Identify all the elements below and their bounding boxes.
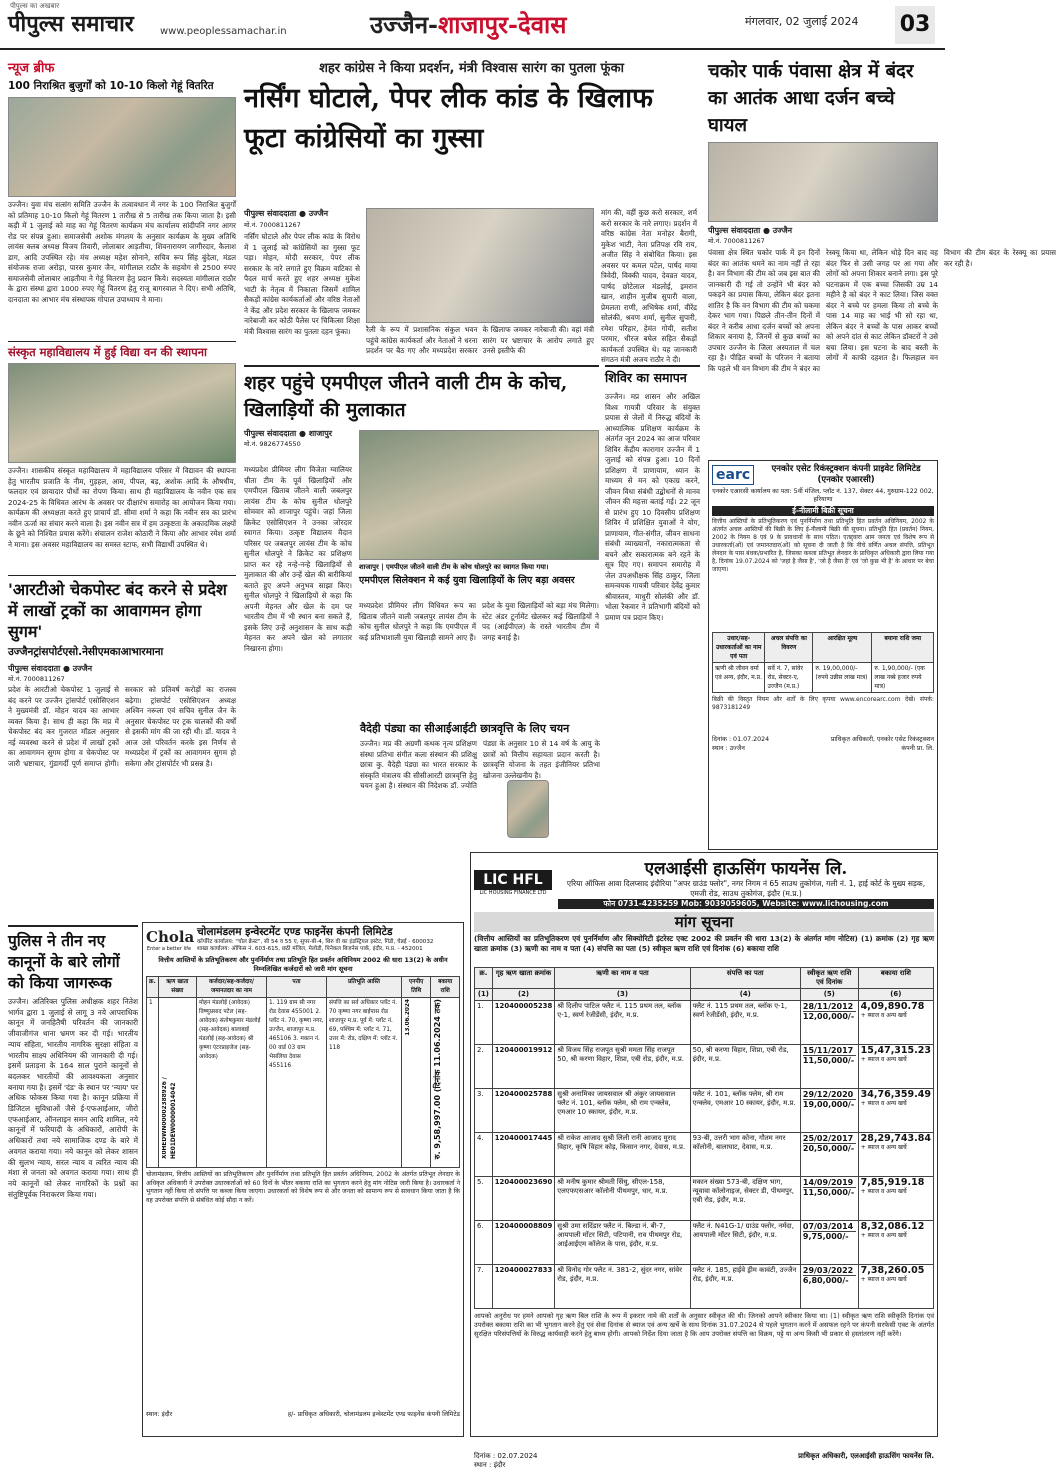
divider xyxy=(244,365,599,367)
lichfl-logo-block xyxy=(474,870,552,896)
lichfl-outstanding xyxy=(858,1045,933,1089)
lichfl-account-number: 120400025788 xyxy=(492,1089,555,1133)
chola-signature-row xyxy=(146,1409,460,1418)
chola-asset: संपत्ति का सर्व अधिकार प्लॉट नं. 70 कृष्णा नगर बाईपास रोड शाजापुर म.प्र. पूर्व में: प्लॉट नं. 69, पश्चिम में: प्लॉट नं. 71, उत्तर में: रोड, दक्षिण में: प्लॉट नं. 118 xyxy=(326,998,401,1168)
lichfl-intro: (वित्तीय आस्तियों का प्रतिभूतिकरण एवं पुनर्निर्माण और सिक्योरिटी इंटरेस्ट एक्ट 2002 की प्रवर्तन की धारा 13(2) के अंतर्गत मांग नोटिस) (1) क्रमांक (2) गृह ऋण खाता क्रमांक (3) ऋणी का नाम व पता (4) संपत्ति का पता (5) स्वीकृत ऋण राशि एवं दिनांक (6) बकाया राशि xyxy=(474,934,934,953)
lichfl-sanction xyxy=(800,1265,858,1309)
lichfl-date: दिनांक : 02.07.2024 xyxy=(474,1452,538,1460)
chola-logo-block xyxy=(146,927,195,952)
monkey-mobile: मो.नं. 7000811267 xyxy=(708,237,765,245)
lichfl-due-amount: 8,32,086.12 xyxy=(860,1221,925,1232)
lichfl-sanction-amount: 20,50,000/- xyxy=(802,1144,855,1153)
lichfl-account-number: 120400023690 xyxy=(492,1177,555,1221)
congress-mobile: मो.नं. 7000811267 xyxy=(244,221,301,229)
chola-header xyxy=(146,926,460,953)
congress-kicker: शहर कांग्रेस ने किया प्रदर्शन, मंत्री विश्वास सारंग का पुतला फूंका xyxy=(319,61,624,76)
news-brief-section xyxy=(8,58,236,918)
lichfl-row-number: 6. xyxy=(475,1221,493,1265)
lichfl-due-amount: 28,29,743.84 xyxy=(860,1133,931,1144)
chola-notice-table: क्र. ऋण खाता संख्या कर्जदार/सह-कर्जदार/जमानतदार का नाम पता प्रतिभूति आस्ति एनपीए तिथि बकाया राशि 1 X0HEDWN00002388926 / HE01DEW00000014042 मोहन मंडलोई (आवेदक) विष्णुप्रसाद पटेल (सह-आवेदक) संतोषकुमार मंडलोई (सह-आवेदक) बालाबाई मंडलोई (सह-आवेदक) श्री कृष्णा एंटरप्राइजेज (सह-आवेदक) 1. 119 ग्राम सी नगर रोड देवास 455001 2. प्लॉट नं. 70, कृष्णा नगर, उज्जैन, शाजापुर म.प्र. 465106 3. मकान नं. 00 वार्ड 03 ग्राम भेसलिया देवास 455116 संपत्ति का सर्व अधिकार प्लॉट नं. 70 कृष्णा नगर बाईपास रोड शाजापुर म.प्र. पूर्व में: प्लॉट नं. 69, पश्चिम में: प्लॉट नं. 71, उत्तर में: रोड, दक्षिण में: प्लॉट नं. 118 13.06.2024 रु. 9,58,997.00 (दिनांक 11.06.2024 तक) xyxy=(146,976,460,1168)
brief-article-1: उज्जैन। युवा मंच सत्संग समिति उज्जैन के तत्वावधान में नगर के 100 निराश्रित बुजुर्गों को प्रतिमाह 10-10 किलो गेहूं वितरण 1 तारीख से 5 तारीख तक किया जाता है। इसी कड़ी में 1 जुलाई को माह का गेहूं वितरण कार्यक्रम मंच कार्यालय सांदीपनि नगर आगर रोड पर संपन्न हुआ। समाजसेवी अशोक मंगलम के अनुसार कार्यक्रम के मुख्य अतिथि लायंस क्लब अध्यक्ष विजय तिवारी, लोलाबार आड़तीया, शिवनारायण जागीरदार, कैलाश डाग, आदि उपस्थित रहे। मंच अध्यक्ष महेश सोनाने, सचिव रूप सिंह बुंदेला, मंडल संयोजक राजा अरोड़ा, पारस कुमार जैन, मांगीलाल राठौर के सहयोग से 2500 रुपए समाजसेवी लोलाबार आड़तीया ने गेहूं वितरण हेतु प्रदान किये। सदस्यता मांगीलाल राठौर के द्वारा संस्था द्वारा 1000 रुपए गेहूं वितरण हेतु राजू बागरवाल ने दिए। सभी अतिथि, दानदाता का आभार मंच संस्थापक गोपाल उपाध्याय ने माना। xyxy=(8,200,236,304)
lichfl-sanction xyxy=(800,1221,858,1265)
monkey-article: पंवासा क्षेत्र स्थित चकोर पार्क में इन दिनों बंदर का आतंक थमने का नाम नहीं ले रहा है। वन विभाग की टीम को जब इस बात की जानकारी दी गई तो उन्होंने भी बंदर को पकड़ने का प्रयास किया, लेकिन बंदर इतना शातिर है कि वन विभाग की टीम को चकमा देकर भाग गया। पिछले तीन-तीन दिनों में बंदर ने करीब आधा दर्जन बच्चों को अपना शिकार बनाया है, जिनमें से कुछ बच्चों का उपचार उज्जैन के जिला अस्पताल में चल रहा है। पीड़ित बच्चों के परिजन ने बताया कि पहले भी वन विभाग की टीम ने बंदर का रेस्क्यू किया था, लेकिन थोड़े दिन बाद वह बंदर फिर से उसी जगह पर आ गया और लोगों को अपना शिकार बनाने लगा। इस पूरे घटनाक्रम में एक बच्चा जिसकी उम्र 14 महीने है को बंदर ने काट लिया। जिस वक्त बंदर ने बच्चे पर हमला किया तो बच्चे के पास 14 माह का भाई भी सो रहा था, लेकिन बंदर ने बच्चों के पास आकर बच्चों को अपने दांत से काट लेकिन डॉक्टरों ने उसे बचा लिया। इस घटना के बाद बस्ती के लोगों में काफी दहशत है। फिलहाल वन विभाग की टीम बंदर के रेस्क्यू का प्रयास कर रही है। xyxy=(708,248,1056,373)
vaidehi-article: उज्जैन। मप्र की अग्रणी कथक नृत्य प्रशिक्षण संस्था प्रतिभा संगीत कला संस्थान की प्रशिक्षु छात्रा कु. वैदेही पंड्या का भारत सरकार के संस्कृति मंत्रालय की सीसीआरटी छात्रवृत्ति हेतु चयन हुआ है। संस्थान की निदेशक डॉ. ज्योति पंड्या के अनुसार 10 से 14 वर्ष के आयु के छात्रों को वित्तीय सहायता प्रदान करती है। छात्रवृत्ति योजना के तहत इंजीनियर प्रतिभा खोजना उल्लेखनीय है। xyxy=(360,739,600,790)
chola-names: मोहन मंडलोई (आवेदक) विष्णुप्रसाद पटेल (सह-आवेदक) संतोषकुमार मंडलोई (सह-आवेदक) बालाबाई मंडलोई (सह-आवेदक) श्री कृष्णा एंटरप्राइजेज (सह-आवेदक) xyxy=(196,998,266,1168)
earc-signatory: प्राधिकृत अधिकारी, एनकोर एसेट रिकंस्ट्रक्शन कंपनी प्रा. लि. xyxy=(830,736,934,752)
lichfl-property: फ्लैट नं. N41G-1/ ग्राउंड फ्लोर, नर्मदा, आयपाली मोंटर सिटी, इंदौर, म.प्र. xyxy=(690,1221,800,1265)
ipl-story xyxy=(244,365,599,720)
lichfl-borrower: श्री विनोद गोर फ्लैट नं. 381-2, सुंदर नगर, सांवेर रोड, इंदौर, म.प्र. xyxy=(555,1265,690,1309)
lichfl-due-note: + ब्याज व अन्य खर्चे xyxy=(860,1188,907,1195)
lichfl-table xyxy=(474,967,934,1309)
page-number: 03 xyxy=(895,6,935,44)
lichfl-row-number: 3. xyxy=(475,1089,493,1133)
lichfl-signatory: प्राधिकृत अधिकारी, एलआईसी हाऊसिंग फायनेंस लि. xyxy=(798,1452,934,1460)
earc-col-borrower: उधार/सह-उधारकर्ताओं का नाम एवं पता xyxy=(713,633,765,663)
rto-mobile: मो.नं. 7000811267 xyxy=(8,675,65,683)
lichfl-borrower: श्री दिलीप पाटिल फ्लैट नं. 115 प्रथम तल, ब्लॉक ए-1, स्वर्ण रेजीडेंसी, इंदौर, म.प्र. xyxy=(555,1001,690,1045)
earc-col-reserve: आरक्षित मूल्य xyxy=(813,633,872,663)
table-row xyxy=(475,1001,934,1045)
congress-story xyxy=(244,58,699,364)
edition-title xyxy=(370,8,566,41)
lichfl-borrower: श्री राकेश आजाद सुश्री लिली रानी आजाद मुराद विहार, कृषि विहार कोड़, किसान नगर, देवास, म.प्र. xyxy=(555,1133,690,1177)
monkey-story xyxy=(708,58,1056,373)
chola-tagline: Enter a better life xyxy=(146,945,192,952)
table-row xyxy=(475,1045,934,1089)
lichfl-col-number: (6) xyxy=(858,989,933,1001)
lichfl-due-amount: 7,38,260.05 xyxy=(860,1265,925,1276)
lichfl-property: 50, श्री करणा विहार, शिप्रा, एबी रोड, इंदौर, म.प्र. xyxy=(690,1045,800,1089)
lichfl-property: 93-बी, उत्तरी भाग कोना, गौतम नगर कॉलोनी, बालाघाट, देवास, म.प्र. xyxy=(690,1133,800,1177)
lichfl-col-header: ऋणी का नाम व पता xyxy=(555,968,690,989)
chola-signatory: ह/- प्राधिकृत अधिकारी, चोलामंडलम इन्वेस्टमेंट एण्ड फाइनेंस कंपनी लिमिटेड xyxy=(287,1411,460,1418)
lichfl-property: फ्लैट नं. 115 प्रथम तल, ब्लॉक ए-1, स्वर्ण रेजीडेंसी, इंदौर, म.प्र. xyxy=(690,1001,800,1045)
newspaper-logo: पीपुल्स समाचार xyxy=(8,11,134,37)
lichfl-sanction xyxy=(800,1045,858,1089)
lichfl-col-header: स्वीकृत ऋण राशि एवं दिनांक xyxy=(800,968,858,989)
lichfl-borrower: सुश्री उमा सदिंडार फ्लैट नं. बिल्डा नं. बी-7, आयपाली मोंटर सिटी, पटिपानी, राव पीथमपुर रोड, आईआईएम कॉलेज के पास, इंदौर, म.प्र. xyxy=(555,1221,690,1265)
lichfl-col-header: गृह ऋण खाता क्रमांक xyxy=(492,968,555,989)
brand-tagline: पीपुल्स का अखबार xyxy=(10,2,60,10)
chola-address: कॉर्पोरेट कार्यालय: "चोल क्रेस्ट", सी 54 व 55 ए, सुपर-बी-4, थिरु वी का इंडस्ट्रियल इस्टेट, गिंडी, चेन्नई - 600032 xyxy=(197,939,434,945)
earc-address: एनकोर एआरसी कार्यालय का पता: 5वीं मंजिल, प्लॉट नं. 137, सेक्टर 44, गुरुग्राम-122 002, हरियाणा xyxy=(712,488,934,503)
earc-place: स्थान : उज्जैन xyxy=(712,745,745,752)
congress-byline: पीपुल्स संवाददाता ● उज्जैन xyxy=(244,209,329,218)
chola-footer: चोलामंडलम, वित्तीय आस्तियों का प्रतिभूतिकरण और पुनर्निर्माण तथा प्रतिभूति हित प्रवर्तन अधिनियम, 2002 के अंतर्गत प्रतिभूत लेनदार के अधिकृत अधिकारी ने उपरोक्त उधारकर्ताओं को 60 दिनों के भीतर बकाया राशि का भुगतान करने हेतु मांग नोटिस जारी किया है। उधारकर्ता ने भुगतान नहीं किया तो संपत्ति पर कब्जा किया जाएगा। उधारकर्ता को विशेष रूप से और जनता को सामान्य रूप से सावधान किया जाता है कि वह उपरोक्त संपत्ति से संबंधित कोई सौदा न करें। xyxy=(146,1171,460,1204)
lichfl-due-amount: 34,76,359.49 xyxy=(860,1089,931,1100)
table-row xyxy=(475,1089,934,1133)
ipl-team-photo xyxy=(359,430,599,560)
camp-article: उज्जैन। मप्र शासन और अखिल विश्व गायत्री परिवार के संयुक्त प्रयास से जेलों में निरुद्ध बंदियों के आध्यात्मिक प्रशिक्षण कार्यक्रम के अंतर्गत जून 2024 का आज परिवार शिविर केंद्रीय कारागार उज्जैन में 1 जुलाई को संपन्न हुआ। 10 दिनों प्रशिक्षण में प्राणायाम, ध्यान के माध्यम से मन को एकाग्र करने, जीवन विधा संबंधी उद्बोधनों से मानव जीवन की महत्ता बताई गई। 22 जून से प्रारंभ हुए 10 दिवसीय प्रशिक्षण शिविर में प्रशिक्षित युवाओं ने योग, प्राणायाम, गीत-संगीत, जीवन साधना संबंधी व्याख्यानों, नकारात्मकता से बचने और सकारात्मक बने रहने के सूत्र दिए गए। समापन समारोह में जेल उपअधीक्षक सिंह ठाकुर, जिला समन्वयक गायत्री परिवार देवेंद्र कुमार श्रीवास्तव, माधुरी सोलंकी और डॉ. भोला रैकवार ने प्रतिभागी बंदियों को प्रमाण पत्र प्रदान किए। xyxy=(605,392,700,622)
lichfl-column-numbers xyxy=(475,989,934,1001)
lichfl-contact: फोन 0731-4235259 Mob: 9039059605, Website: www.lichousing.com xyxy=(558,899,934,909)
brief-headline-1: 100 निराश्रित बुजुर्गों को 10-10 किलो गेहूं वितरित xyxy=(8,80,214,92)
lichfl-due-note: + ब्याज व अन्य खर्चे xyxy=(860,1232,907,1239)
rto-headline: 'आरटीओ चेकपोस्ट बंद करने से प्रदेश में लाखों ट्रकों का आवागमन होगा सुगम' xyxy=(8,580,227,641)
lichfl-account-number: 120400008809 xyxy=(492,1221,555,1265)
earc-date: दिनांक : 01.07.2024 xyxy=(712,736,770,743)
earc-footer: बिक्री की विस्तृत नियम और शर्तों के लिए कृपया www.encorearc.com देखें। संपर्क: 9873181249 xyxy=(712,696,934,711)
ipl-article-2: मध्यप्रदेश प्रीमियर लीग विधिवत रूप का खिताब जीतने वाली जबलपुर लायंस टीम के कोच सुनील धोलपुरे ने कहा कि एमपीएल में कई प्रतिभाशाली युवा खिलाड़ी सामने आए हैं। प्रदेश के युवा खिलाड़ियों को बड़ा मंच मिलेगा। स्टेट अंडर टूर्नामेंट खेलकर कई खिलाड़ियों ने पद (आईपीएल) के रास्ते भारतीय टीम में जगह बनाई है। xyxy=(359,601,599,642)
injured-child-photo xyxy=(708,142,938,222)
lichfl-sanction-date: 29/12/2020 xyxy=(802,1090,854,1099)
news-brief-label: न्यूज ब्रीफ xyxy=(8,61,55,76)
police-article: उज्जैन। अतिरिक्त पुलिस अधीक्षक शहर नितेश भार्गव द्वारा 1 जुलाई से लागू 3 नये आपराधिक कानून में जनहितैषी परिवर्तन की जानकारी जीवाजीगंज थाना भ्रमण कर दी गई। भारतीय न्याय संहिता, भारतीय नागरिक सुरक्षा संहिता व भारतीय साक्ष्य अधिनियम की जानकारी दी गई। इसमें प्रताड़ना के 164 साल पुराने कानूनों से बदलकर भारतीयों की आवश्यकता अनुसार बनाया गया है। इसमें 'दंड' के स्थान पर 'न्याय' पर अधिक फोकस किया गया है। कानून प्रक्रिया में डिजिटल सुविधाओं जैसे ई-एफआईआर, जीरो एफआईआर, ऑनलाइन समन आदि शामिल, नये कानूनों में फरियादी के अधिकारों, आरोपी के अधिकारों तथा नये सामाजिक दण्ड के बारे में अवगत कराया गया। नये कानून को लेकर शासन की सुलभ न्याय, सरल न्याय व त्वरित न्याय की मंशा से जनता को अवगत कराया गया। साथ ही नये कानूनों को लेकर नागरिकों के प्रश्नों का संतुष्टिपूर्वक निराकरण किया गया। xyxy=(8,997,138,1199)
earc-col-emd: बयाना राशि जमा xyxy=(872,633,934,663)
lichfl-demand-notice-ad xyxy=(470,852,938,1469)
table-row xyxy=(475,1177,934,1221)
lichfl-due-note: + ब्याज व अन्य खर्चे xyxy=(860,1144,907,1151)
lichfl-row-number: 4. xyxy=(475,1133,493,1177)
lichfl-col-header: संपत्ति का पता xyxy=(690,968,800,989)
lichfl-account-number: 120400019912 xyxy=(492,1045,555,1089)
chola-demand-notice-ad xyxy=(142,922,464,1437)
congress-article-2: मांग की, वहीं कुछ करो सरकार, शर्म करो सरकार के नारे लगाए। प्रदर्शन में वरिष्ठ कांग्रेस नेता मनोहर बैरागी, मुकेश भाटी, नेता प्रतिपक्ष रवि राय, अजीत सिंह ने संबोधित किया। इस अवसर पर कमल पटेल, पार्षद माया त्रिवेदी, विक्की यादव, देवव्रत यादव, पार्षद छोटेलाल मंडलोई, इमरान खान, शाहीन मुजीब सुपारी वाला, प्रेमलता राणी, अभिषेक शर्मा, वीरेंद्र सोलंकी, श्रवण शर्मा, सुनील सुपारी, रमेश परिहार, हेमंत गोयी, सतीश परमार, धीरज बघेल सहित सैकड़ों कार्यकर्ता उपस्थित थे। यह जानकारी संगठन मंत्री अजय राठौर ने दी। xyxy=(601,208,697,364)
lichfl-col-header: बकाया राशि xyxy=(858,968,933,989)
earc-logo: earc xyxy=(712,465,754,485)
ipl-mobile: मो.नं. 9826774550 xyxy=(244,440,301,448)
ipl-article: मध्यप्रदेश प्रीमियर लीग विजेता ग्वालियर चीता टीम के पूर्व खिलाड़ियों और एमपीएल खिताब जीतने वाली जबलपुर लायंस टीम के कोच सुनील धोलपुरे सोमवार को शाजापुर पहुंचे। जहां जिला क्रिकेट एसोसिएशन ने उनका जोरदार स्वागत किया। उत्कृष्ट विद्यालय मैदान परिसर पर जबलपुर लायंस टीम के कोच सुनील धोलपुरे ने क्रिकेट का प्रशिक्षण प्राप्त कर रहे नन्हे-नन्हे खिलाड़ियों से मुलाकात की और उन्हें खेल की बारीकियां बताते हुए अपने अनुभव साझा किए। सुनील धोलपुरे ने खिलाड़ियों से कहा कि अपनी मेहनत और खेल के दम पर भारतीय टीम में भी स्थान बना सकते हैं, इसके लिए उन्हें अनुशासन के साथ कड़ी मेहनत कर अपने खेल को लगातार निखारना होगा। xyxy=(244,465,352,653)
lichfl-due-note: + ब्याज व अन्य खर्चे xyxy=(860,1056,907,1063)
lichfl-signature-row xyxy=(474,1452,934,1470)
lichfl-due-amount: 4,09,890.78 xyxy=(860,1001,925,1012)
lichfl-outstanding xyxy=(858,1265,933,1309)
lichfl-col-number: (4) xyxy=(690,989,800,1001)
chola-branch: शाखा कार्यालय: ऑफिस नं. 603-615, छठी मंजिल, मेलोडी, पिनेकल बिजनेस पार्क, इंदौर, म.प्र. - 452001 xyxy=(197,946,423,952)
lichfl-col-number: (1) xyxy=(475,989,493,1001)
elderly-wheat-photo xyxy=(8,97,236,197)
lichfl-row-number: 5. xyxy=(475,1177,493,1221)
earc-title: एनकोर एसेट रिकंस्ट्रक्शन कंपनी प्राइवेट लिमिटेड (एनकोर एआरसी) xyxy=(771,464,921,485)
rto-byline: पीपुल्स संवाददाता ● उज्जैन xyxy=(8,664,93,673)
lichfl-due-note: + ब्याज व अन्य खर्चे xyxy=(860,1276,907,1283)
lichfl-due-amount: 15,47,315.23 xyxy=(860,1045,931,1056)
lichfl-sanction-date: 07/03/2014 xyxy=(802,1222,854,1231)
tree-planting-photo xyxy=(8,363,236,463)
chola-logo: Chola xyxy=(146,927,195,946)
divider xyxy=(605,365,700,367)
lichfl-borrower: श्री विजय सिंह राजपूत सुश्री ममता सिंह राजपूत 50, श्री करणा विहार, शिप्रा, एबी रोड, इंदौर, म.प्र. xyxy=(555,1045,690,1089)
lichfl-sanction-amount: 9,75,000/- xyxy=(803,1231,856,1241)
lichfl-sanction xyxy=(800,1133,858,1177)
lichfl-due-note: + ब्याज व अन्य खर्चे xyxy=(860,1012,907,1019)
divider xyxy=(8,925,138,927)
table-row xyxy=(475,1265,934,1309)
brief-headline-2: संस्कृत महाविद्यालय में हुई विद्या वन की स्थापना xyxy=(8,345,207,359)
lichfl-sanction-date: 15/11/2017 xyxy=(802,1046,854,1055)
lichfl-outstanding xyxy=(858,1001,933,1045)
chola-subtitle: वित्तीय आस्तियों के प्रतिभूतिकरण और पुनर्निर्माण तथा प्रतिभूति हित प्रवर्तन अधिनियम 2002 की धारा 13(2) के अधीन निम्नलिखित कर्जदारों को जारी मांग सूचना xyxy=(158,956,448,973)
rto-subheadline: उज्जैनट्रांसपोर्टएसो.नेसीएमकाआभारमाना xyxy=(8,646,164,658)
lichfl-col-number: (5) xyxy=(800,989,858,1001)
edition-city: उज्जैन- xyxy=(370,10,438,39)
police-headline: पुलिस ने तीन नए कानूनों के बारे लोगों को किया जागरूक xyxy=(8,931,120,992)
lichfl-sanction xyxy=(800,1089,858,1133)
lichfl-header xyxy=(474,856,934,909)
chola-place: स्थान: इंदौर xyxy=(146,1411,173,1418)
lichfl-sanction-date: 25/02/2017 xyxy=(802,1134,854,1143)
lichfl-sanction xyxy=(800,1177,858,1221)
lichfl-account-number: 120400027833 xyxy=(492,1265,555,1309)
lichfl-sanction-amount: 6,80,000/- xyxy=(803,1275,856,1285)
masthead xyxy=(0,0,945,50)
table-row: 1 X0HEDWN00002388926 / HE01DEW00000014042 मोहन मंडलोई (आवेदक) विष्णुप्रसाद पटेल (सह-आवेदक) संतोषकुमार मंडलोई (सह-आवेदक) बालाबाई मंडलोई (सह-आवेदक) श्री कृष्णा एंटरप्राइजेज (सह-आवेदक) 1. 119 ग्राम सी नगर रोड देवास 455001 2. प्लॉट नं. 70, कृष्णा नगर, उज्जैन, शाजापुर म.प्र. 465106 3. मकान नं. 00 वार्ड 03 ग्राम भेसलिया देवास 455116 संपत्ति का सर्व अधिकार प्लॉट नं. 70 कृष्णा नगर बाईपास रोड शाजापुर म.प्र. पूर्व में: प्लॉट नं. 69, पश्चिम में: प्लॉट नं. 71, उत्तर में: रोड, दक्षिण में: प्लॉट नं. 118 13.06.2024 रु. 9,58,997.00 (दिनांक 11.06.2024 तक) xyxy=(147,998,460,1168)
chola-title: चोलामंडलम इन्वेस्टमेंट एण्ड फाइनेंस कंपनी लिमिटेड xyxy=(197,926,393,938)
ipl-subheadline: एमपीएल सिलेक्शन मे कई युवा खिलाड़ियों के लिए बड़ा अवसर xyxy=(359,575,575,586)
lichfl-due-amount: 7,85,919.18 xyxy=(860,1177,925,1188)
divider xyxy=(8,575,236,576)
congress-article-1: नर्सिंग घोटाले और पेपर लीक कांड के विरोध में 1 जुलाई को कांग्रेसियों का गुस्सा फूट पड़ा। मोहन, मोदी सरकार, पेपर लीक सरकार के नारे लगाते हुए विक्रम वाटिका से पैदल मार्च करते हुए शहर अध्यक्ष मुकेश भाटी के नेतृत्व में निकाला जिसमें शामिल सैकड़ों कांग्रेस कार्यकर्ताओं और वरिष्ठ नेताओं ने केंद्र और प्रदेश सरकार के खिलाफ जमकर नारेबाजी कर कोठी पैलेस पर चिकित्सा शिक्षा मंत्री विश्वास सारंग का पुतला दहन फूंका। xyxy=(244,232,360,336)
lichfl-property: फ्लैट नं. 185, हाईवे ड्रीम कावंटी, उज्जैन रोड, इंदौर, म.प्र. xyxy=(690,1265,800,1309)
earc-property-table xyxy=(712,632,934,693)
rto-article: प्रदेश के आरटीओ चेकपोस्ट 1 जुलाई से बंद करने पर उज्जैन ट्रांसपोर्ट एसोसिएशन ने मुख्यमंत्री डॉ. मोहन यादव का आभार व्यक्त किया है। साथ ही कहा कि मप्र में चेकपोस्ट बंद कर गुजरात मॉडल अनुसार नई व्यवस्था करने से प्रदेश में लाखों ट्रकों का आवागमन सुगम होगा व चेकपोस्ट पर जारी भ्रष्टाचार, गुंडागर्दी पूर्ण समाप्त होगी। सरकार को प्रतिवर्ष करोड़ों का राजस्व बढ़ेगा। ट्रांसपोर्ट एसोसिएशन अध्यक्ष अश्विन नरूला एवं सचिव सुनील जैन के अनुसार चेकपोस्ट पर ट्रक चालकों की वर्षों से इसकी मांग की जा रही थी। डॉ. यादव ने आज उसे परिवर्तन करके इस निर्णय से मध्यप्रदेश में ट्रकों का आवागमन सुगम हो सकेगा और ट्रांसपोर्टर भी प्रसन्न है। xyxy=(8,685,236,768)
lichfl-logo: LIC HFL xyxy=(474,870,552,890)
table-row xyxy=(475,1221,934,1265)
lichfl-col-number: (2) xyxy=(492,989,555,1001)
edition-region: शाजापुर-देवास xyxy=(437,10,567,39)
lichfl-row-number: 7. xyxy=(475,1265,493,1309)
lichfl-sanction-amount: 12,00,000/- xyxy=(802,1012,855,1021)
lichfl-sanction-date: 28/11/2012 xyxy=(802,1002,854,1011)
lichfl-property: मकान संख्या 573-बी, दक्षिण भाग, न्यूवावा कॉलोनाइज, सेक्टर डी, पीथमपुर, एबी रोड, इंदौर, म.प्र. xyxy=(690,1177,800,1221)
lichfl-col-number: (3) xyxy=(555,989,690,1001)
chola-account: X0HEDWN00002388926 / HE01DEW00000014042 xyxy=(161,1077,177,1159)
lichfl-sanction-amount: 19,00,000/- xyxy=(802,1100,855,1109)
earc-notice-title: ई-नीलामी बिक्री सूचना xyxy=(712,506,934,516)
congress-headline: नर्सिंग घोटाले, पेपर लीक कांड के खिलाफ फूटा कांग्रेसियों का गुस्सा xyxy=(244,83,653,154)
lichfl-outstanding xyxy=(858,1221,933,1265)
lichfl-sanction-date: 29/03/2022 xyxy=(802,1266,854,1275)
vaidehi-story xyxy=(360,722,600,842)
website-link[interactable]: www.peoplessamachar.in xyxy=(160,26,287,37)
congress-photo-caption: रैली के रूप में प्रशासनिक संकुल भवन पहुंचे कांग्रेस कार्यकर्ता और नेताओं ने धरना प्रदर्शन पर बैठ गए और मध्यप्रदेश सरकार के खिलाफ जमकर नारेबाजी की। वहां मंत्री सारंग पर भ्रष्टाचार के आरोप लगाते हुए उनसे इस्तीफे की xyxy=(366,325,594,355)
lichfl-footer: आपको अनुरोध पर हमने आपको गृह ऋण बिल राशि के रूप में इकरार नामे की शर्तों के अनुसार स्वीकृत की थी। जिनको आपने स्वीकार किया था। (1) स्वीकृत ऋण राशि स्वीकृति दिनांक एवं उपरोक्त बकाया राशि का भी भुगतान करने हेतु एवं सेवा दिनांक से ब्याज एवं अन्य खर्चे के साथ दिनांक 31.07.2024 से पहले भुगतान करने में असफल रहने पर कंपनी सरफेसी एक्ट के अंतर्गत सुरक्षित परिसंपत्तियों के विरुद्ध कार्यवाही करने हेतु बाध्य होगी। आपको निर्देश दिया जाता है कि आप उपरोक्त संपत्ति का विक्रय, पट्टे या अन्य किसी भी प्रकार से हस्तांतरण नहीं करेंगे। xyxy=(474,1312,934,1339)
dateline: मंगलवार, 02 जुलाई 2024 xyxy=(745,15,859,28)
lichfl-sanction-amount: 11,50,000/- xyxy=(802,1188,855,1197)
earc-col-property: अचल संपत्ति का विवरण xyxy=(765,633,813,663)
lichfl-title: एलआईसी हाऊसिंग फायनेंस लि. xyxy=(644,859,848,879)
earc-header xyxy=(712,464,934,486)
chola-addresses: 1. 119 ग्राम सी नगर रोड देवास 455001 2. प्लॉट नं. 70, कृष्णा नगर, उज्जैन, शाजापुर म.प्र. 465106 3. मकान नं. 00 वार्ड 03 ग्राम भेसलिया देवास 455116 xyxy=(266,998,326,1168)
lichfl-address: एरिया ऑफिस आवा दिलप्साद इंदौरिया "अपर ग्राउंड फ्लोर", नगर निगम नं 65 साउथ तुकोगंज, गली नं. 1, हाई कोर्ट के मुख्य सड़क, एमजी रोड, साउथ तुकोगंज, इंदौर (म.प्र.) xyxy=(566,879,926,898)
lichfl-outstanding xyxy=(858,1177,933,1221)
vaidehi-headline: वैदेही पंड्या का सीआईआईटी छात्रवृत्ति के लिए चयन xyxy=(360,722,570,735)
ipl-headline: शहर पहुंचे एमपीएल जीतने वाली टीम के कोच, खिलाड़ियों की मुलाकात xyxy=(244,372,568,421)
lichfl-col-header: क्र. xyxy=(475,968,493,989)
earc-auction-ad xyxy=(708,460,938,850)
lichfl-logo-sub: LIC HOUSING FINANCE LTD xyxy=(479,889,547,896)
camp-headline: शिविर का समापन xyxy=(605,370,687,385)
vaidehi-portrait xyxy=(507,780,549,838)
lichfl-place: स्थान : इंदौर xyxy=(474,1461,506,1469)
congress-rally-photo xyxy=(366,208,594,323)
lichfl-due-note: + ब्याज व अन्य खर्चे xyxy=(860,1100,907,1107)
lichfl-account-number: 120400017445 xyxy=(492,1133,555,1177)
lichfl-table-header xyxy=(475,968,934,989)
monkey-headline: चकोर पार्क पंवासा क्षेत्र में बंदर का आतंक आधा दर्जन बच्चे घायल xyxy=(708,61,914,136)
brief-article-2: उज्जैन। शासकीय संस्कृत महाविद्यालय में महाविद्यालय परिसर में विद्यावन की स्थापना हेतु भारतीय प्रजाति के नीम, गुड़हल, आम, पीपल, बड़, अशोक आदि के औषधीय, फलदार एवं छायादार पौधों का रोपण किया। साथ ही महाविद्यालय के नवीन एक सत्र 2024-25 के विधिवत आरंभ के अवसर पर दीक्षारंभ समारोह का आयोजन किया गया। कार्यक्रम की अध्यक्षता करते हुए प्राचार्य डॉ. सीमा शर्मा ने कहा कि नवीन सत्र का प्रारंभ नवीन ऊर्जा का संचार करने वाला है। इस नवीन सत्र में हम उत्कृष्टता के अकादमिक लक्ष्यों के छूने को निश्चित प्रयास करेंगे। संचालन राजेश कोठारी ने किया और आभार रमेश शर्मा ने माना। इस अवसर महाविद्यालय का समस्त स्टाफ, सभी विद्यार्थी उपस्थित थे। xyxy=(8,466,236,549)
camp-story xyxy=(605,365,700,845)
lichfl-row-number: 2. xyxy=(475,1045,493,1089)
earc-body: वित्तीय आस्तियों के प्रतिभूतिकरण एवं पुनर्निर्माण तथा प्रतिभूति हित प्रवर्तन अधिनियम, 2002 के अंतर्गत अचल आस्तियों की बिक्री के लिए ई-नीलामी बिक्री की सूचना। प्रतिभूति हित (प्रवर्तन) नियम, 2002 के नियम 8 एवं 9 के प्रावधानों के साथ पठित। एतद्द्वारा आम जनता एवं विशेष रूप से उधारकर्ता(ओं) एवं जमानतदार(ओं) को सूचना दी जाती है कि नीचे वर्णित अचल संपत्ति, प्रतिभूत लेनदार के पास बंधक/प्रभारित है, जिसका कब्जा प्रतिभूत लेनदार के प्राधिकृत अधिकारी द्वारा लिया गया है, दिनांक 19.07.2024 को 'जहां है जैसा है', 'जो है जैसा है' एवं 'जो कुछ भी है' के आधार पर बेचा जाएगा। xyxy=(712,518,934,573)
lichfl-sanction xyxy=(800,1001,858,1045)
chola-npa-date: 13.06.2024 xyxy=(404,999,411,1036)
lichfl-account-number: 120400005238 xyxy=(492,1001,555,1045)
lichfl-borrower: श्री मनीष कुमार श्रीमती सिंधु, सीएल-158, एलएफएसआर कॉलोनी पीथमपुर, धार, म.प्र. xyxy=(555,1177,690,1221)
lichfl-borrower: सुश्री अनामिका जायसवाल श्री अंकुर जायसवाल फ्लैट नं. 101, ब्लॉक फ्लेम, श्री राम एन्क्लेव, एमआर 10 स्कायर, इंदौर, म.प्र. xyxy=(555,1089,690,1133)
table-row xyxy=(475,1133,934,1177)
ipl-byline: पीपुल्स संवाददाता ● शाजापुर xyxy=(244,429,333,438)
chola-due: रु. 9,58,997.00 (दिनांक 11.06.2024 तक) xyxy=(433,999,443,1160)
divider xyxy=(8,341,236,342)
ipl-photo-caption: शाजापुर | एमपीएल जीतने वाली टीम के कोच धोलपुरे का स्वागत किया गया। xyxy=(359,563,549,571)
earc-signature-row xyxy=(712,734,934,752)
lichfl-outstanding xyxy=(858,1089,933,1133)
lichfl-sanction-date: 14/09/2019 xyxy=(802,1178,854,1187)
lichfl-row-number: 1. xyxy=(475,1001,493,1045)
lichfl-sanction-amount: 11,50,000/- xyxy=(802,1056,855,1065)
monkey-byline: पीपुल्स संवाददाता ● उज्जैन xyxy=(708,226,793,235)
lichfl-outstanding xyxy=(858,1133,933,1177)
lichfl-demand-title: मांग सूचना xyxy=(474,912,934,932)
lichfl-property: फ्लैट नं. 101, ब्लॉक फ्लेम, श्री राम एन्क्लेव, एमआर 10 स्कायर, इंदौर, म.प्र. xyxy=(690,1089,800,1133)
police-section xyxy=(8,925,138,1437)
table-row: ऋणी श्री जीवन वर्मा एवं अन्य, इंदौर, म.प्र. सर्वे नं. 7, सांवेर रोड, सेक्टर-ए, उज्जैन (म.प्र.) रु. 19,00,000/- (रुपये उन्नीस लाख मात्र) रु. 1,90,000/- (एक लाख नब्बे हजार रुपये मात्र) xyxy=(713,663,934,693)
